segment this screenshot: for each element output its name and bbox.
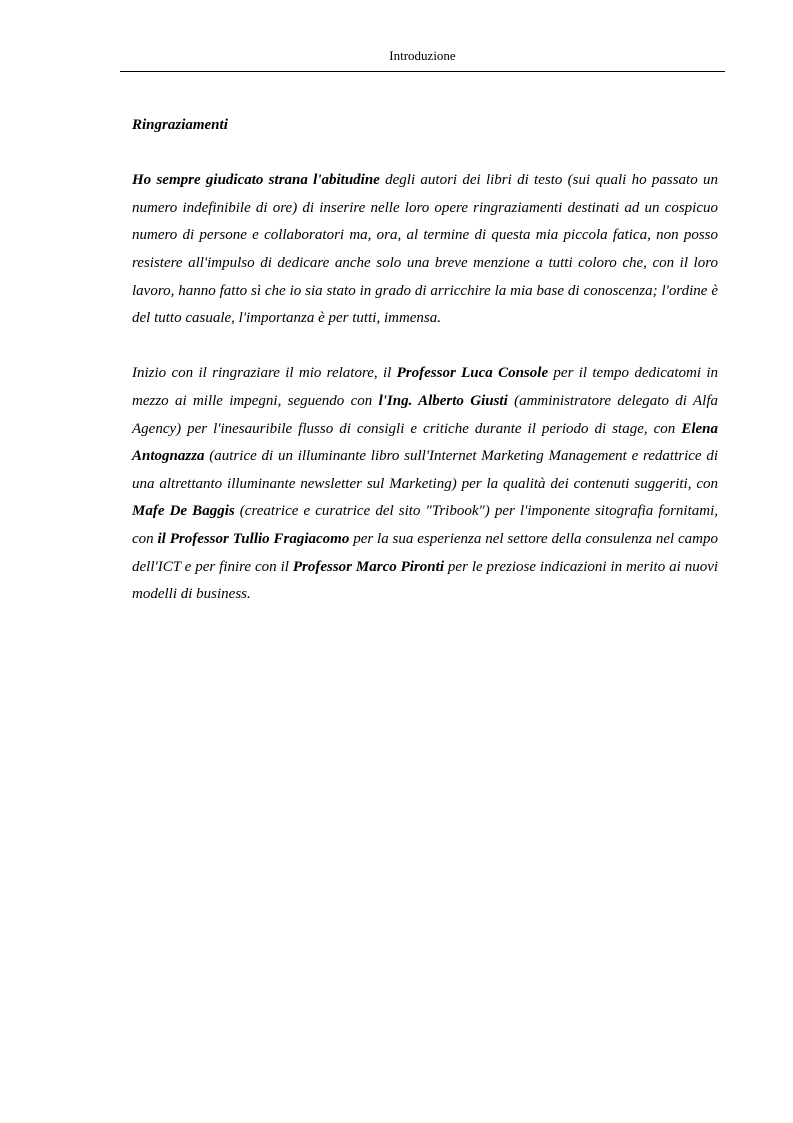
paragraph-lead: Ho sempre giudicato strana l'abitudine (132, 172, 380, 189)
paragraph-intro (132, 167, 718, 333)
page-content (132, 112, 718, 609)
paragraph-text: (creatrice e curatrice del sito "Tribook") per l'imponente sitografia fornitami, con (132, 503, 718, 547)
person-name: Professor Marco Pironti (292, 558, 444, 575)
paragraph-text: degli autori dei libri di testo (sui quali ho passato un numero indefinibile di ore) di inserire nelle loro opere ringraziamenti destinati ad un cospicuo numero di persone e collaboratori ma, ora, al termine di questa mia piccola fatica, non posso resistere all'impulso di dedicare anche solo una breve menzione a tutti coloro che, con il loro lavoro, hanno fatto sì che io sia stato in grado di arricchire la mia base di conoscenza; l'ordine è del tutto casuale, l'importanza è per tutti, immensa. (132, 172, 718, 327)
person-name: Mafe De Baggis (132, 503, 235, 520)
header-rule (120, 71, 725, 72)
paragraph-text: (autrice di un illuminante libro sull'Internet Marketing Management e redattrice di una altrettanto illuminante newsletter sul Marketing) per la qualità dei contenuti suggeriti, con (132, 448, 718, 492)
paragraph-text: per le preziose indicazioni in merito ai nuovi modelli di business. (132, 558, 719, 603)
paragraph-acknowledgements (132, 360, 718, 608)
paragraph-text: Inizio con il ringraziare il mio relatore, il (132, 365, 397, 382)
section-title: Ringraziamenti (132, 117, 228, 133)
person-name: il Professor Tullio Fragiacomo (157, 530, 350, 547)
person-name: Professor Luca Console (396, 365, 549, 382)
running-header: Introduzione (389, 48, 456, 63)
paragraph-text: (amministratore delegato di Alfa Agency) per l'inesauribile flusso di consigli e critiche durante il periodo di stage, con (132, 392, 718, 437)
person-name: l'Ing. Alberto Giusti (378, 392, 508, 409)
paragraph-text: per la sua esperienza nel settore della consulenza nel campo dell'ICT e per finire con il (132, 530, 718, 575)
paragraph-text: per il tempo dedicatomi in mezzo ai mille impegni, seguendo con (132, 365, 719, 409)
person-name: Elena Antognazza (132, 420, 718, 465)
